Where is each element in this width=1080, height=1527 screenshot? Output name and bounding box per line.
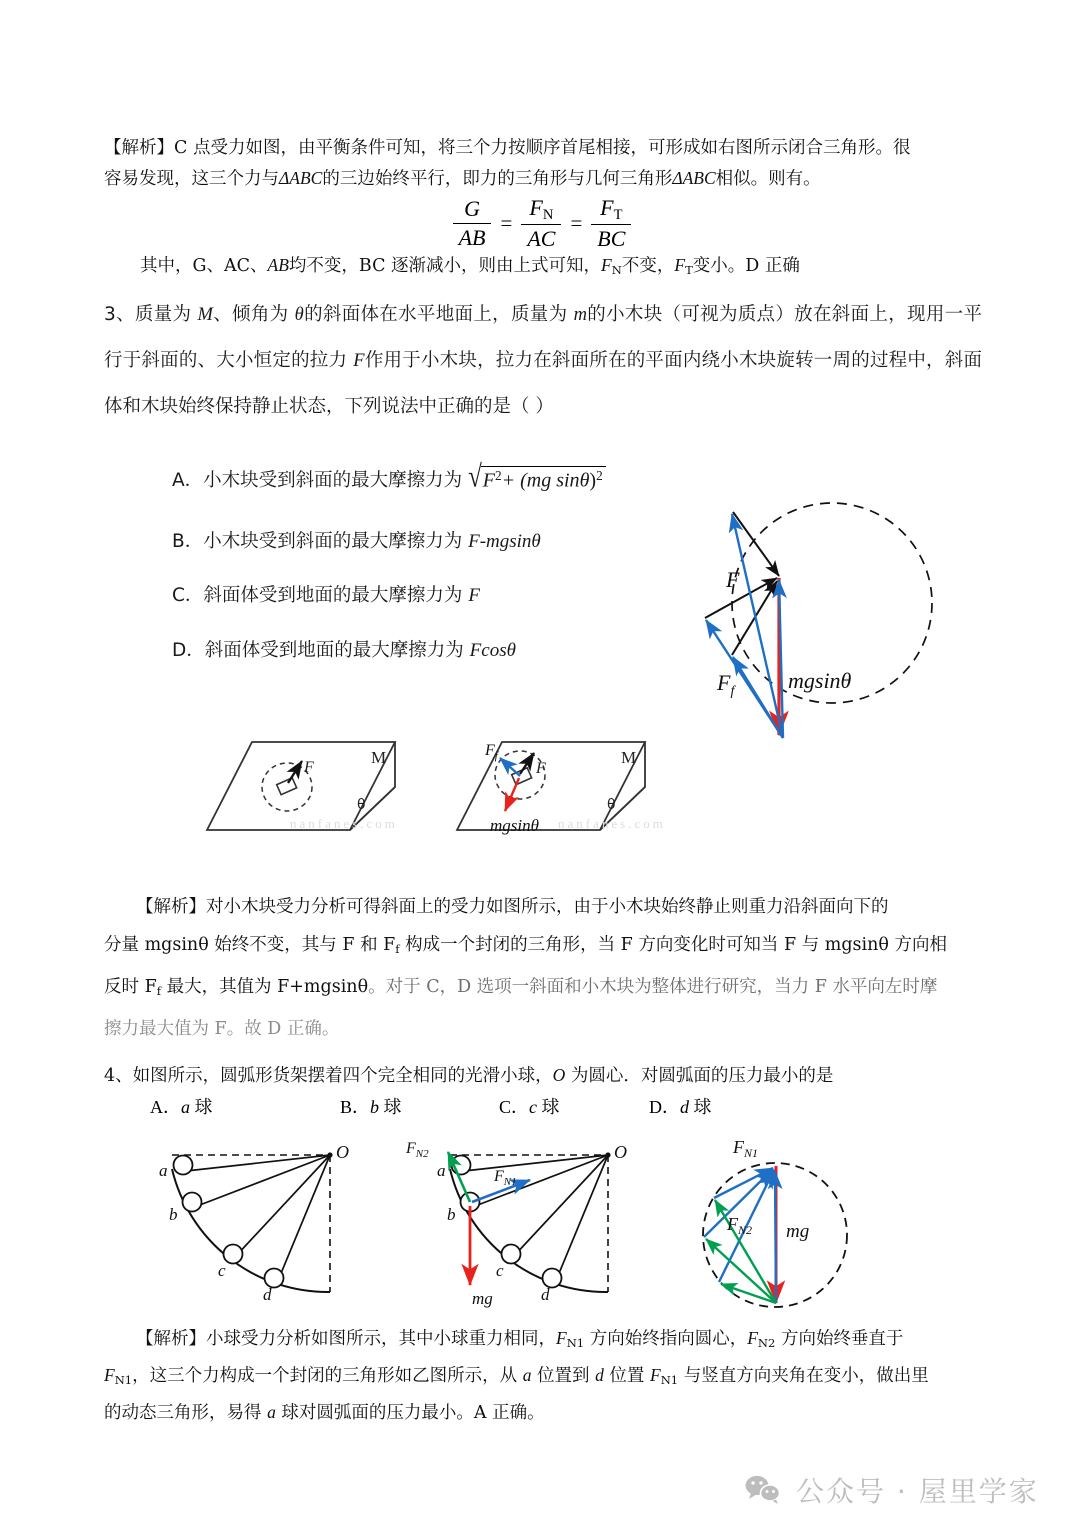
solution-2-line-2 <box>104 163 980 194</box>
q3-option-a[interactable] <box>172 460 606 494</box>
label-theta: θ <box>607 797 616 813</box>
q4-sol-line-1 <box>104 1322 982 1359</box>
incline-2-svg <box>440 725 675 845</box>
concl-d: 变小。D 正确 <box>692 256 800 276</box>
q4-sol-l3a: 的动态三角形，易得 <box>104 1403 268 1424</box>
q3-sol-l3-sub: f <box>156 984 161 999</box>
radicand-F-exp: 2 <box>495 468 502 483</box>
label-F: F <box>726 567 740 592</box>
label-ball-a: a <box>437 1161 446 1180</box>
q4-arc-figure-1 <box>130 1140 380 1320</box>
fn-subscript: N <box>542 207 554 224</box>
label-Ff: $F_f$ <box>485 742 498 762</box>
q3-force-F: F <box>353 351 365 371</box>
q4-sol-l2-fn2: F <box>650 1365 661 1386</box>
label-F-text: F <box>536 760 546 777</box>
ball-a <box>174 1156 193 1175</box>
equation-force-ratio <box>104 196 980 252</box>
label-mg: mg <box>472 1289 493 1308</box>
q4-sol-l3-a-var: a <box>267 1402 276 1423</box>
frac-den-ab: AB <box>453 223 492 251</box>
q3-incline-figure-2 <box>440 725 675 845</box>
q4-opt-c-text: 球 <box>537 1097 560 1117</box>
q4-sol-l2-d-var: d <box>595 1365 604 1386</box>
q3-sol-l3-grey: 。对于 C，D 选项一斜面和小木块为整体进行研究，当力 F 水平向左时摩 <box>368 977 938 998</box>
q3-option-b[interactable] <box>172 527 541 553</box>
q3-option-c[interactable] <box>172 581 480 607</box>
q3-opt-c-key: C． <box>172 585 204 606</box>
label-ball-d: d <box>263 1285 272 1304</box>
equals-sign-2: = <box>570 211 583 236</box>
concl-a: 其中，G、AC、 <box>140 256 268 276</box>
q3-opt-a-key: A． <box>172 470 204 491</box>
label-ball-b: b <box>169 1205 178 1224</box>
frac-num-g: G <box>464 196 480 222</box>
circular-arc <box>450 1169 608 1292</box>
q4-option-a[interactable] <box>150 1093 213 1119</box>
figure-watermark: nanfanes.com <box>558 816 666 831</box>
q4-sol-fn2: F <box>747 1328 758 1348</box>
question-3-stem <box>104 292 982 429</box>
q3-sol-l2-sub: f <box>395 942 400 957</box>
center-point <box>327 1152 332 1157</box>
q3-opt-b-text: 小木块受到斜面的最大摩擦力为 <box>203 531 463 552</box>
frac-num-ft <box>594 196 628 224</box>
q4-opt-d-var: d <box>680 1097 689 1117</box>
q3-vector-circle-figure <box>680 490 980 775</box>
q3-sol-line-3 <box>104 968 982 1010</box>
arc-2-svg <box>400 1140 660 1320</box>
concl-ft: F <box>674 255 686 275</box>
concl-fn: F <box>601 255 612 275</box>
q4-stem-a: 如图所示，圆弧形货架摆着四个完全相同的光滑小球， <box>132 1066 553 1086</box>
q3-l3: 过程中，斜面体和木块始终保持静止状态，下列说法中正确的是（ ） <box>104 350 982 417</box>
incline-1-svg <box>190 725 425 845</box>
q3-l1c: 的斜面体在水平地面上，质量为 <box>303 304 574 325</box>
ft-symbol: F <box>600 195 614 220</box>
solution-2-paragraph <box>104 133 980 194</box>
q3-opt-b-key: B． <box>172 531 204 552</box>
q3-sol-l1: 【解析】对小木块受力分析可得斜面上的受力如图所示，由于小木块始终静止则重力沿斜面向下的 <box>136 897 889 917</box>
concl-ab: AB <box>267 255 289 275</box>
label-M: M <box>621 748 637 767</box>
q3-sol-line-1 <box>104 888 982 926</box>
q4-opt-c-var: c <box>529 1097 538 1117</box>
small-block <box>277 778 297 795</box>
q4-sol-l2-fn2-sub: N1 <box>660 1373 679 1388</box>
q3-l2a: 用一平行于斜面的、大小恒定的拉力 <box>104 304 982 371</box>
radicand-rest: + (mg sin <box>501 469 580 492</box>
q4-opt-a-text: 球 <box>190 1097 213 1117</box>
q3-opt-a-text: 小木块受到斜面的最大摩擦力为 <box>203 470 463 491</box>
q4-sol-l1a: 【解析】小球受力分析如图所示，其中小球重力相同， <box>136 1329 556 1349</box>
q4-sol-l1b: 方向始终指向圆心， <box>584 1329 748 1349</box>
q3-l2b: 作用于小木块，拉力在斜面所在的平面内绕小木块旋转一周的 <box>364 350 870 371</box>
q3-opt-c-text: 斜面体受到地面的最大摩擦力为 <box>203 585 463 606</box>
ball-c <box>224 1245 243 1264</box>
q3-opt-d-formula: Fcosθ <box>469 640 516 661</box>
q3-opt-d-text: 斜面体受到地面的最大摩擦力为 <box>204 640 464 661</box>
q4-sol-l2b: 位置到 <box>531 1366 596 1387</box>
radicand-F: F <box>482 469 496 492</box>
q3-opt-b-formula: F-mgsinθ <box>468 531 541 552</box>
q4-solution-text <box>104 1322 982 1429</box>
q3-opt-c-formula: F <box>468 585 480 606</box>
vector-FN1-a <box>714 1168 773 1198</box>
radicand-close: ) <box>589 469 597 492</box>
figure-watermark: nanfanes.com <box>290 816 398 831</box>
arrow-Ff <box>500 758 520 776</box>
q3-sol-l2a: 分量 mgsinθ 始终不变，其与 F 和 F <box>104 935 396 955</box>
q3-sol-l3a: 反时 F <box>104 977 157 998</box>
label-mgsin-theta: mgsinθ <box>490 816 539 835</box>
q4-opt-d-text: 球 <box>689 1097 712 1117</box>
ball-c <box>502 1245 521 1264</box>
frac-num-fn <box>523 196 559 224</box>
vector-FN2-b <box>706 1239 776 1303</box>
q3-sol-line-4: 擦力最大值为 F。故 D 正确。 <box>104 1019 340 1040</box>
q3-sol-line-2 <box>104 926 982 968</box>
equals-sign-1: = <box>500 211 513 236</box>
radical-sign: √ <box>468 460 482 494</box>
label-center-O: O <box>614 1142 627 1162</box>
q4-vector-svg <box>690 1135 920 1320</box>
q3-l1b: 、倾角为 <box>212 304 295 325</box>
q4-arc-figure-2 <box>400 1140 660 1320</box>
radius-d <box>277 1155 330 1283</box>
label-Ff: $F_f$ <box>717 670 735 699</box>
q4-sol-l2-a-var: a <box>522 1365 532 1386</box>
radius-c <box>513 1155 608 1257</box>
frac-den-ac: AC <box>521 224 561 252</box>
label-FN2: $F_{N2}$ <box>727 1214 753 1237</box>
q4-number: 4、 <box>104 1066 133 1086</box>
q4-sol-l2d: 与竖直方向夹角在变小，做出里 <box>678 1366 929 1387</box>
q3-number: 3、 <box>104 304 135 325</box>
fraction-fn-ac <box>521 196 561 252</box>
wechat-icon <box>744 1474 782 1506</box>
center-point <box>605 1152 610 1157</box>
q3-opt-a-formula <box>468 460 606 494</box>
q4-sol-l1c: 方向始终垂直于 <box>775 1329 904 1349</box>
arrow-F <box>520 753 534 774</box>
label-ball-d: d <box>541 1285 550 1304</box>
q4-opt-a-var: a <box>181 1097 190 1117</box>
q4-option-c[interactable] <box>499 1093 560 1119</box>
arrow-F <box>288 761 302 783</box>
radicand-close-exp: 2 <box>596 468 603 483</box>
q4-opt-b-var: b <box>370 1097 380 1117</box>
q4-sol-line-3 <box>104 1396 982 1429</box>
concl-ft-sub: T <box>685 263 693 278</box>
q4-sol-line-2 <box>104 1359 982 1396</box>
q3-mass-m: m <box>573 305 587 325</box>
q3-opt-d-key: D． <box>172 640 205 661</box>
q3-sol-l2b: 构成一个封闭的三角形，当 F 方向变化时可知当 F 与 mgsinθ 方向相 <box>399 935 947 955</box>
vector-FN2-a <box>715 1200 776 1303</box>
footer-watermark-text: 公众号 · 屋里学家 <box>796 1475 1039 1508</box>
label-FN1: $F_{N1}$ <box>494 1168 517 1188</box>
circular-arc <box>172 1169 330 1292</box>
label-theta: θ <box>357 797 366 813</box>
label-center-O: O <box>336 1142 349 1162</box>
q4-sol-l2a: ，这三个力构成一个封闭的三角形如乙图所示，从 <box>132 1366 523 1387</box>
wechat-icon-svg <box>744 1474 782 1506</box>
q4-options-row <box>104 1093 982 1123</box>
fraction-ft-bc <box>591 196 631 252</box>
q4-opt-b-key: B． <box>340 1097 371 1117</box>
concl-c: 不变， <box>621 256 675 276</box>
label-ball-c: c <box>218 1261 226 1280</box>
q4-sol-fn1: F <box>556 1328 567 1348</box>
q4-stem-b: 为圆心．对圆弧面的压力最小的是 <box>565 1066 834 1086</box>
label-ball-c: c <box>496 1261 504 1280</box>
sol2-l2-a: 容易发现，这三个力与 <box>104 169 279 189</box>
q4-opt-b-text: 球 <box>379 1097 402 1117</box>
q4-opt-d-key: D． <box>649 1097 680 1117</box>
q3-l1a: 质量为 <box>134 304 198 325</box>
q4-option-b[interactable] <box>340 1093 402 1119</box>
radius-d <box>555 1155 608 1283</box>
solution-2-conclusion <box>104 250 980 285</box>
sol2-l2-c: 相似。则有。 <box>715 169 821 189</box>
solution-2-line-1: 【解析】C 点受力如图，由平衡条件可知，将三个力按顺序首尾相接，可形成如右图所示闭合三角形。很 <box>104 138 911 158</box>
fn-symbol: F <box>529 195 543 220</box>
q4-opt-a-key: A． <box>150 1097 181 1117</box>
q4-opt-c-key: C． <box>499 1097 530 1117</box>
fraction-g-ab <box>453 197 492 250</box>
sol2-triangle-abc-2: ΔABC <box>672 168 716 188</box>
arrow-mgsin-theta <box>505 778 519 811</box>
q3-solution-text <box>104 888 982 1048</box>
q3-theta: θ <box>294 305 304 325</box>
q4-sol-l3b: 球对圆弧面的压力最小。A 正确。 <box>275 1403 545 1424</box>
q4-sol-l2-fn-sub: N1 <box>114 1373 133 1388</box>
q3-vector-svg <box>680 490 980 775</box>
label-ball-a: a <box>159 1161 168 1180</box>
label-FN2: $F_{N2}$ <box>406 1140 429 1160</box>
q4-sol-fn1-sub: N1 <box>566 1336 585 1351</box>
radius-c <box>235 1155 330 1257</box>
q3-mass-M: M <box>197 305 213 325</box>
q3-option-d[interactable] <box>172 636 516 662</box>
concl-b: 均不变，BC 逐渐减小，则由上式可知， <box>288 256 602 276</box>
q4-option-d[interactable] <box>649 1093 712 1119</box>
q3-sol-l3b: 最大，其值为 F+mgsinθ <box>161 977 369 998</box>
ball-b <box>183 1193 202 1212</box>
sol2-triangle-abc-1: ΔABC <box>279 168 323 188</box>
vector-FN1-d <box>775 1171 776 1303</box>
q4-sol-l2-fn: F <box>104 1365 115 1386</box>
q3-incline-figure-1 <box>190 725 425 845</box>
label-FN1: $F_{N1}$ <box>733 1137 759 1160</box>
label-ball-b: b <box>447 1205 456 1224</box>
label-M: M <box>371 748 387 767</box>
label-mg: mg <box>786 1221 810 1242</box>
radicand <box>481 466 606 493</box>
radicand-theta: θ <box>579 469 590 492</box>
q4-vector-circle-figure <box>690 1135 920 1320</box>
label-F-text: F <box>304 759 314 776</box>
q4-sol-l2c: 位置 <box>603 1366 650 1387</box>
footer-watermark <box>744 1470 1039 1510</box>
sol2-l2-b: 的三边始终平行，即力的三角形与几何三角形 <box>322 169 673 189</box>
q3-l1d: 的小木块（可视为质点）放在斜面上，现 <box>586 304 926 325</box>
question-4-stem <box>104 1062 982 1089</box>
ft-subscript: T <box>613 207 623 224</box>
concl-fn-sub: N <box>611 263 622 278</box>
label-mgsin-theta: mgsinθ <box>788 668 852 693</box>
q4-center-O: O <box>552 1065 566 1085</box>
arc-1-svg <box>130 1140 380 1320</box>
frac-den-bc: BC <box>591 224 631 252</box>
q4-sol-fn2-sub: N2 <box>757 1336 776 1351</box>
